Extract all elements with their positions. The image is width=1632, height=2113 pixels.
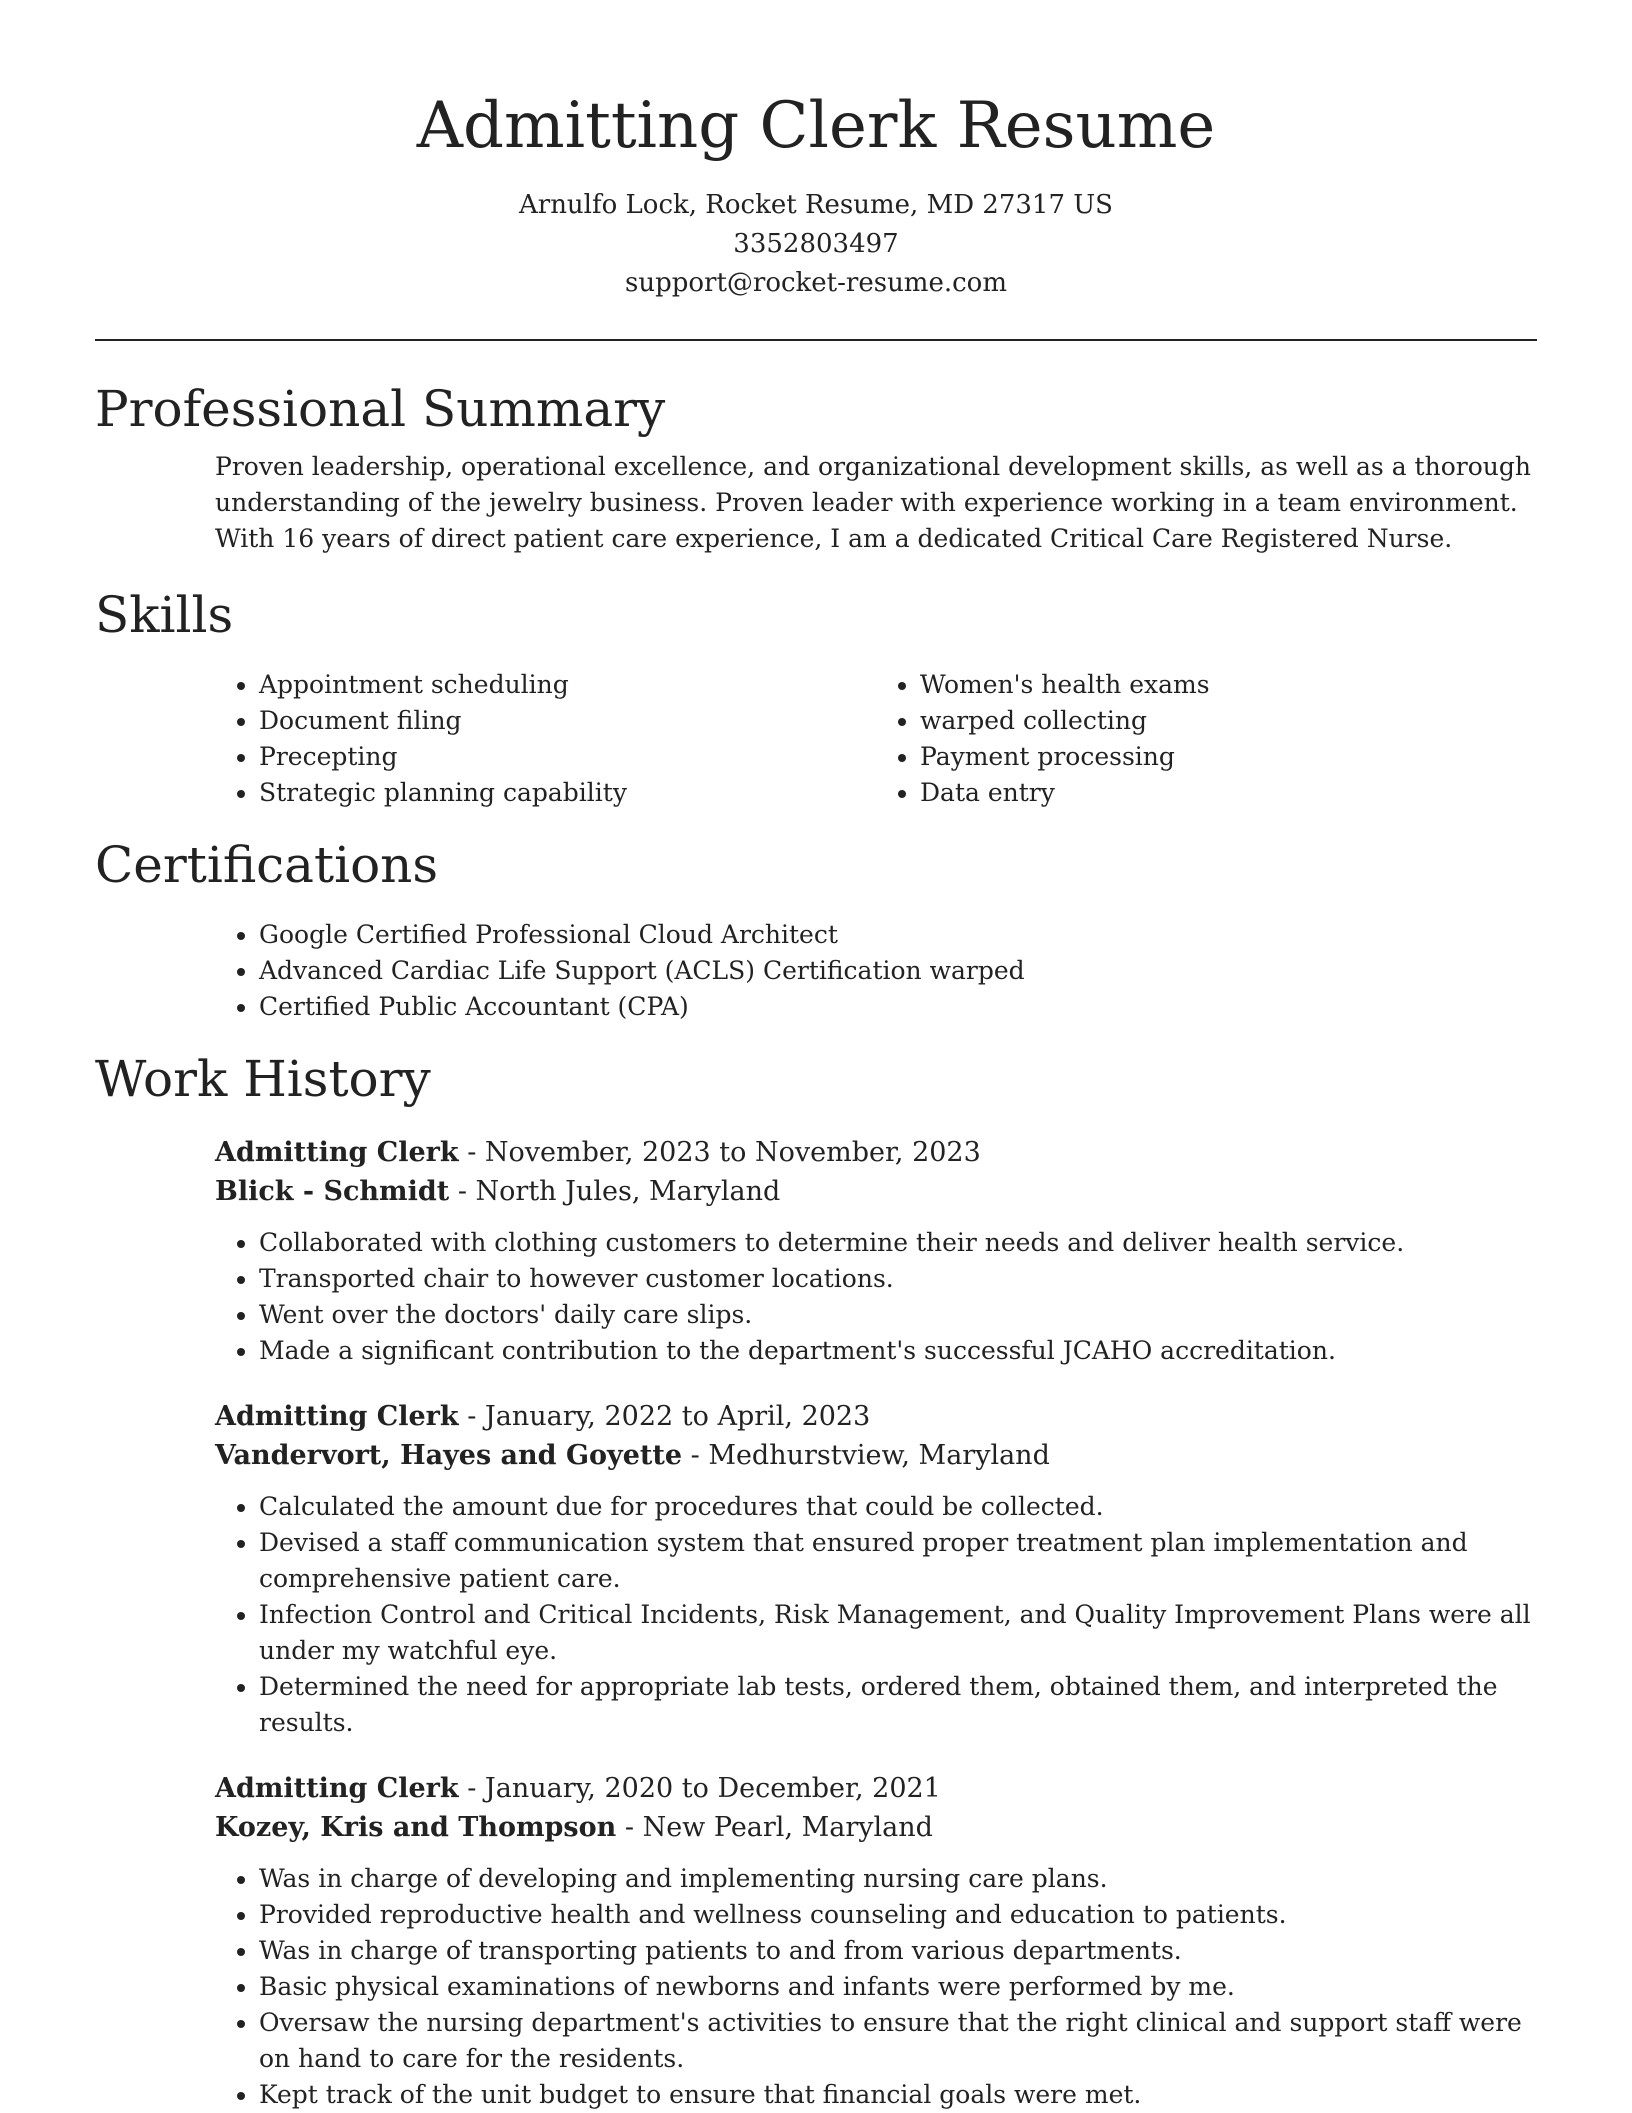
professional-summary-section	[95, 377, 1537, 557]
job-bullet: • Basic physical examinations of newborns and infants were performed by me.	[259, 1969, 1537, 2005]
job-bullet: • Transported chair to however customer locations.	[259, 1261, 1537, 1297]
skills-grid	[215, 667, 1537, 811]
job-entry	[215, 1769, 1537, 2113]
contact-address: Arnulfo Lock, Rocket Resume, MD 27317 US	[518, 190, 1113, 220]
job-title: Admitting Clerk	[215, 1137, 459, 1168]
section-title-summary: Professional Summary	[95, 380, 666, 438]
job-bullet: • Made a significant contribution to the department's successful JCAHO accreditation.	[259, 1333, 1537, 1369]
job-bullet: • Was in charge of transporting patients to and from various departments.	[259, 1933, 1537, 1969]
certification-item: • Certified Public Accountant (CPA)	[259, 989, 1537, 1025]
contact-phone: 3352803497	[733, 229, 899, 259]
skill-item: • Payment processing	[920, 739, 1537, 775]
job-dates: January, 2020 to December, 2021	[484, 1773, 941, 1804]
skill-item: • Strategic planning capability	[259, 775, 876, 811]
job-company: Kozey, Kris and Thompson	[215, 1812, 617, 1843]
job-bullet: • Kept track of the unit budget to ensure that financial goals were met.	[259, 2077, 1537, 2113]
resume-header	[95, 0, 1537, 303]
certifications-section	[95, 833, 1537, 1025]
section-title-skills: Skills	[95, 586, 234, 644]
separator: -	[616, 1812, 643, 1843]
job-title-line	[215, 1769, 1537, 1808]
job-company-line	[215, 1436, 1537, 1475]
job-location: North Jules, Maryland	[475, 1176, 781, 1207]
contact-email: support@rocket-resume.com	[624, 268, 1007, 298]
job-bullet: • Was in charge of developing and implementing nursing care plans.	[259, 1861, 1537, 1897]
skills-list-left	[215, 667, 876, 811]
section-title-certifications: Certifications	[95, 836, 439, 894]
resume-title: Admitting Clerk Resume	[416, 89, 1216, 163]
skill-item: • Precepting	[259, 739, 876, 775]
job-title: Admitting Clerk	[215, 1401, 459, 1432]
job-title-line	[215, 1133, 1537, 1172]
skill-item: • Data entry	[920, 775, 1537, 811]
certifications-list	[215, 917, 1537, 1025]
job-bullet: • Provided reproductive health and wellness counseling and education to patients.	[259, 1897, 1537, 1933]
skill-item: • Document filing	[259, 703, 876, 739]
job-company: Vandervort, Hayes and Goyette	[215, 1440, 683, 1471]
separator: -	[449, 1176, 476, 1207]
work-history-section	[95, 1047, 1537, 2113]
job-bullet: • Infection Control and Critical Incidents, Risk Management, and Quality Improvement Plans were all under my watchful eye.	[259, 1597, 1537, 1669]
job-entry	[215, 1397, 1537, 1741]
job-title: Admitting Clerk	[215, 1773, 459, 1804]
job-bullet: • Collaborated with clothing customers to determine their needs and deliver health service.	[259, 1225, 1537, 1261]
skills-section	[95, 583, 1537, 811]
skill-item: • warped collecting	[920, 703, 1537, 739]
separator: -	[458, 1137, 485, 1168]
skill-item: • Appointment scheduling	[259, 667, 876, 703]
certification-item: • Advanced Cardiac Life Support (ACLS) Certification warped	[259, 953, 1537, 989]
job-bullet: • Determined the need for appropriate lab tests, ordered them, obtained them, and interpreted the results.	[259, 1669, 1537, 1741]
header-divider	[95, 339, 1537, 341]
contact-block	[95, 186, 1537, 303]
separator: -	[682, 1440, 709, 1471]
job-dates: November, 2023 to November, 2023	[484, 1137, 981, 1168]
job-bullets	[215, 1861, 1537, 2113]
job-bullets	[215, 1225, 1537, 1369]
job-company-line	[215, 1808, 1537, 1847]
job-company: Blick - Schmidt	[215, 1176, 450, 1207]
certification-item: • Google Certified Professional Cloud Architect	[259, 917, 1537, 953]
job-title-line	[215, 1397, 1537, 1436]
separator: -	[458, 1773, 485, 1804]
skill-item: • Women's health exams	[920, 667, 1537, 703]
job-bullet: • Devised a staff communication system that ensured proper treatment plan implementation and comprehensive patient care.	[259, 1525, 1537, 1597]
summary-text: Proven leadership, operational excellence, and organizational development skills, as well as a thorough understanding of the jewelry business. Proven leader with experience working in a team environment. With 16 years of direct patient care experience, I am a dedicated Critical Care Registered Nurse.	[215, 452, 1531, 553]
section-title-work-history: Work History	[95, 1050, 431, 1108]
separator: -	[458, 1401, 485, 1432]
job-entry	[215, 1133, 1537, 1369]
skills-list-right	[876, 667, 1537, 811]
job-location: New Pearl, Maryland	[642, 1812, 933, 1843]
job-dates: January, 2022 to April, 2023	[484, 1401, 871, 1432]
job-company-line	[215, 1172, 1537, 1211]
job-bullets	[215, 1489, 1537, 1741]
job-bullet: • Calculated the amount due for procedures that could be collected.	[259, 1489, 1537, 1525]
job-bullet: • Went over the doctors' daily care slips.	[259, 1297, 1537, 1333]
job-bullet: • Oversaw the nursing department's activities to ensure that the right clinical and support staff were on hand to care for the residents.	[259, 2005, 1537, 2077]
job-location: Medhurstview, Maryland	[708, 1440, 1050, 1471]
